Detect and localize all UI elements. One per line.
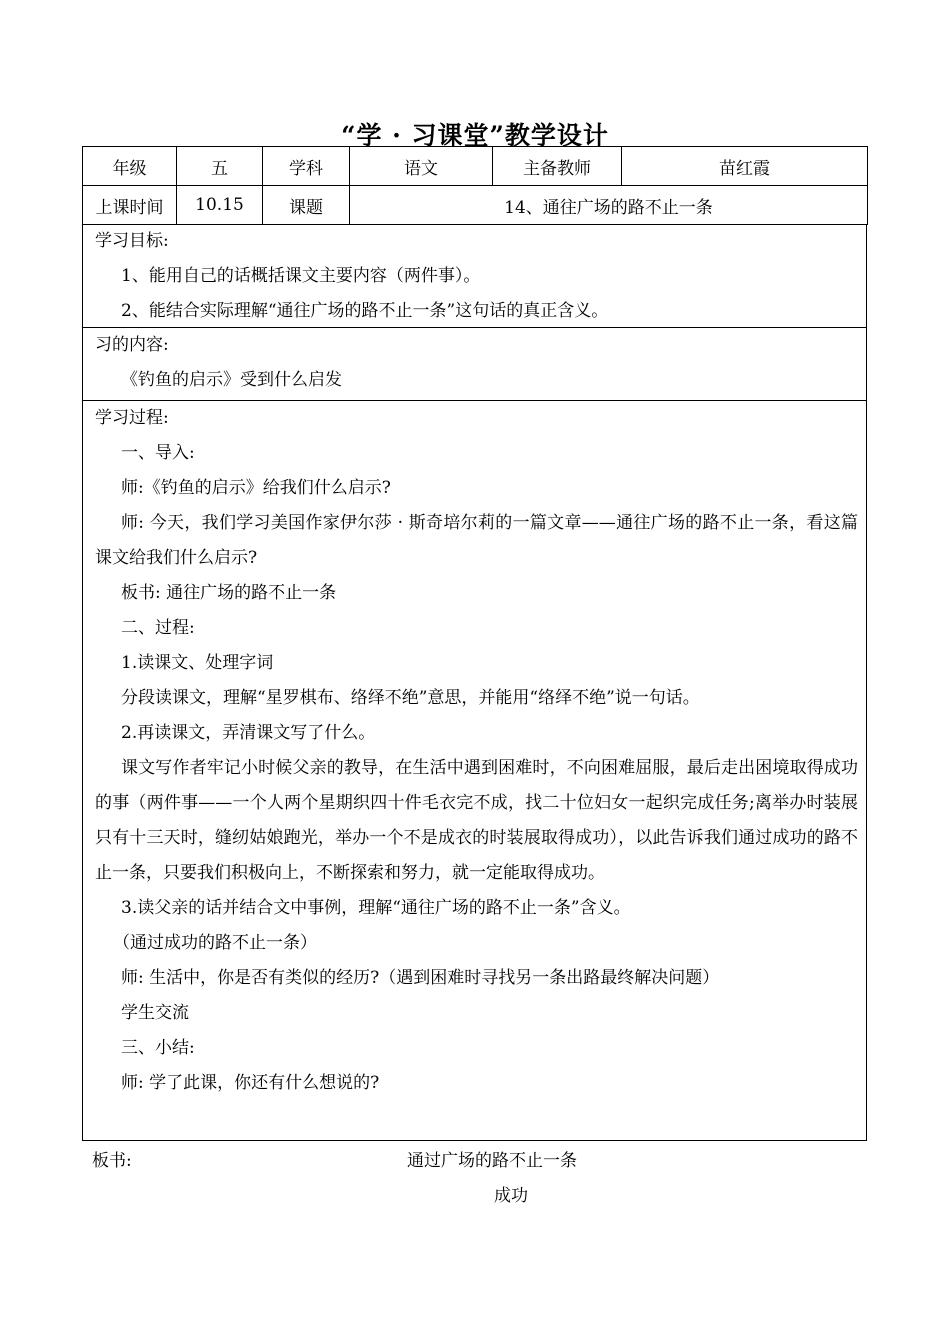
process-line: （通过成功的路不止一条） [113, 933, 317, 953]
content-heading: 习的内容: [95, 335, 169, 355]
topic-value: 14、通往广场的路不止一条 [350, 186, 868, 225]
process-heading: 学习过程: [95, 408, 169, 428]
meta-row-2 [83, 186, 868, 225]
grade-label: 年级 [83, 147, 177, 186]
process-line: 师:《钓鱼的启示》给我们什么启示? [121, 478, 391, 498]
process-line: 师: 生活中，你是否有类似的经历?（遇到困难时寻找另一条出路最终解决问题） [121, 968, 720, 988]
board-label: 板书: [92, 1151, 132, 1171]
subject-label: 学科 [263, 147, 350, 186]
process-line: 3.读父亲的话并结合文中事例，理解“通往广场的路不止一条”含义。 [121, 898, 631, 918]
meta-row-1 [83, 147, 868, 186]
goals-section [82, 224, 867, 328]
board-line-2: 成功 [494, 1186, 528, 1206]
content-text: 《钓鱼的启示》受到什么启发 [121, 370, 342, 390]
time-value: 10.15 [177, 186, 263, 225]
grade-value: 五 [177, 147, 263, 186]
process-line: 分段读课文，理解“星罗棋布、络绎不绝”意思，并能用“络绎不绝”说一句话。 [121, 688, 700, 708]
goal-item: 1、能用自己的话概括课文主要内容（两件事）。 [121, 266, 481, 286]
process-line: 2.再读课文，弄清课文写了什么。 [121, 723, 376, 743]
teacher-value: 苗红霞 [622, 147, 868, 186]
process-paragraph: 师: 今天，我们学习美国作家伊尔莎 · 斯奇培尔莉的一篇文章——通往广场的路不止一条，看这篇课文给我们什么启示? [95, 513, 858, 568]
process-line: 学生交流 [121, 1003, 189, 1023]
meta-table [82, 146, 868, 225]
content-section [82, 328, 867, 401]
subject-value: 语文 [350, 147, 493, 186]
process-line: 1.读课文、处理字词 [121, 653, 274, 673]
topic-label: 课题 [263, 186, 350, 225]
goals-heading: 学习目标: [95, 231, 169, 251]
teacher-label: 主备教师 [493, 147, 622, 186]
process-section [82, 401, 867, 1141]
time-label: 上课时间 [83, 186, 177, 225]
process-line: 师: 学了此课，你还有什么想说的? [121, 1073, 380, 1093]
document-title: “学 · 习课堂”教学设计 [341, 121, 609, 150]
process-line: 一、导入: [121, 443, 195, 463]
process-paragraph: 课文写作者牢记小时候父亲的教导，在生活中遇到困难时，不向困难屈服，最后走出困境取得成功的事（两件事——一个人两个星期织四十件毛衣完不成，找二十位妇女一起织完成任务;离举办时装展只有十三天时，缝纫姑娘跑光，举办一个不是成衣的时装展取得成功），以此告诉我们通过成功的路不止一条，只要我们积极向上，不断探索和努力，就一定能取得成功。 [95, 758, 858, 883]
process-line: 二、过程: [121, 618, 195, 638]
process-line: 三、小结: [121, 1038, 195, 1058]
board-line-1: 通过广场的路不止一条 [407, 1151, 577, 1171]
goal-item: 2、能结合实际理解“通往广场的路不止一条”这句话的真正含义。 [121, 301, 609, 321]
process-line: 板书: 通往广场的路不止一条 [121, 583, 337, 603]
